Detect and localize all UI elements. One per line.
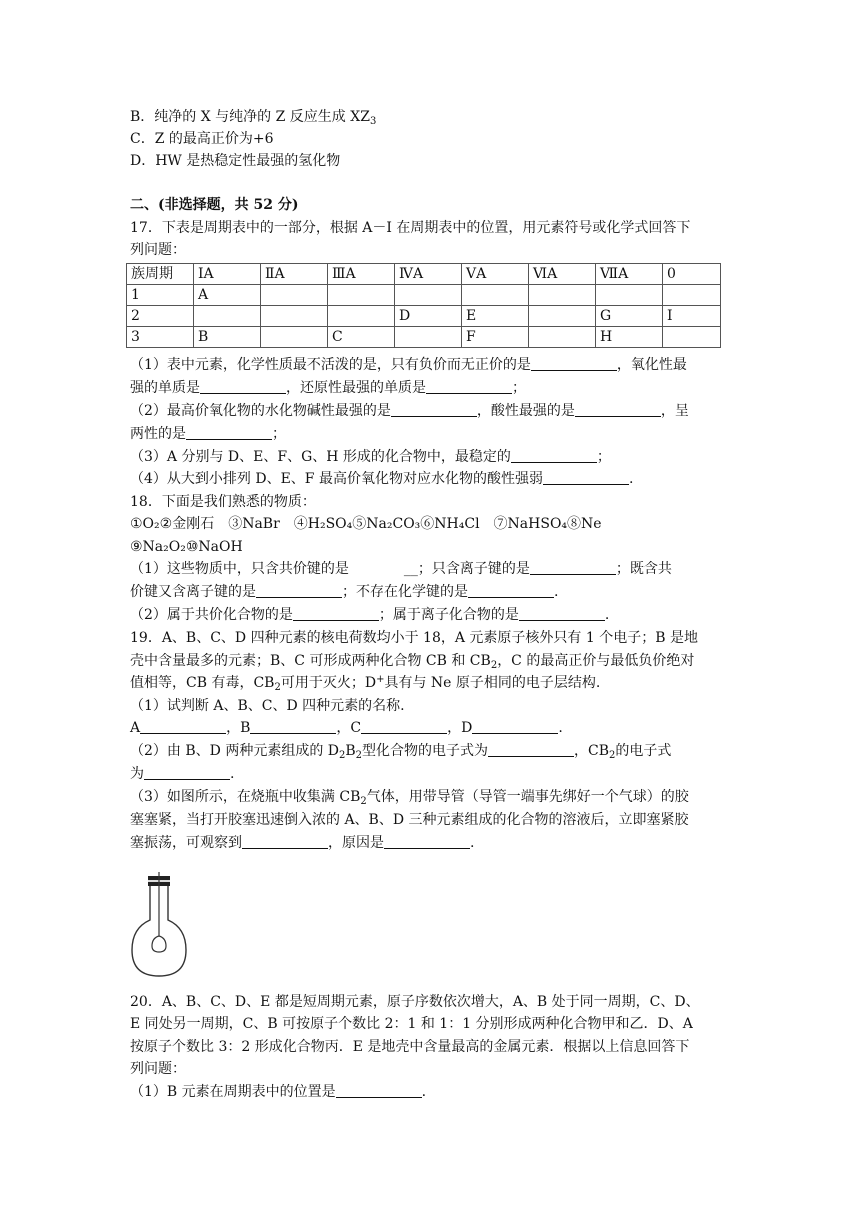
table-cell [529, 285, 596, 306]
table-cell [328, 306, 395, 327]
q17-part1-line2 [130, 378, 724, 398]
q20-stem-line2: E 同处另一周期，C、B 可按原子个数比 2：1 和 1：1 分别形成两种化合物甲和乙．D、A [130, 1016, 693, 1032]
answer-blank[interactable] [361, 719, 447, 734]
text: ；不存在化学键的是 [342, 584, 468, 600]
answer-blank[interactable] [530, 560, 616, 575]
q18-part2 [130, 605, 724, 625]
q19-stem-line3: 值相等，CB 有毒，$CB_2$可用于灭火；D+具有与 Ne 原子相同的电子层结构. [130, 674, 601, 693]
table-row [127, 327, 721, 348]
q17-stem-line1: 17．下表是周期表中的一部分，根据 A－I 在周期表中的位置，用元素符号或化学式回答下 [130, 220, 691, 236]
text: ； [596, 449, 611, 465]
text: ，C [336, 720, 362, 736]
option-c: C．Z 的最高正价为+6 [130, 131, 274, 147]
table-header-cell: 族周期 [127, 264, 194, 285]
table-cell [596, 285, 663, 306]
text: ，C 的最高正价与最低负价绝对 [497, 653, 695, 669]
q17-stem-line2: 列问题： [130, 242, 186, 258]
q17-part2-line2 [130, 424, 724, 444]
answer-blank[interactable] [543, 470, 629, 485]
section-title: 二、(非选择题，共 52 分) [130, 197, 299, 213]
text: ，还原性最强的单质是 [286, 380, 426, 396]
text: . [628, 471, 634, 487]
text: 具有与 Ne 原子相同的电子层结构. [384, 675, 601, 691]
option-d: D．HW 是热稳定性最强的氢化物 [130, 153, 341, 169]
text: 值相等，CB 有毒，CB [130, 675, 275, 691]
answer-blank[interactable] [488, 742, 574, 757]
answer-blank[interactable] [472, 719, 558, 734]
answer-blank[interactable] [426, 379, 512, 394]
q20-stem-line1: 20．A、B、C、D、E 都是短周期元素，原子序数依次增大，A、B 处于同一周期，C、D、 [130, 994, 700, 1010]
table-cell [529, 306, 596, 327]
q19-part3-line3 [130, 833, 724, 853]
text: A [130, 720, 141, 736]
table-header-cell: ⅦA [596, 264, 663, 285]
q19-part1-answers [130, 718, 724, 738]
balloon [152, 936, 166, 952]
text: B [345, 743, 356, 759]
table-header-cell: ⅡA [261, 264, 328, 285]
q18-part1-line2 [130, 582, 724, 602]
text: （3）A 分别与 D、E、F、G、H 形成的化合物中，最稳定的 [130, 449, 511, 465]
table-cell: F [462, 327, 529, 348]
table-header-cell: ⅤA [462, 264, 529, 285]
q19-part1: （1）试判断 A、B、C、D 四种元素的名称. [130, 698, 405, 714]
periodic-table [126, 263, 721, 348]
table-header-cell: ⅥA [529, 264, 596, 285]
answer-blank[interactable] [336, 1083, 422, 1098]
answer-blank[interactable] [242, 834, 328, 849]
q19-part3-line2: 塞塞紧，当打开胶塞迅速倒入浓的 A、B、D 三种元素组成的化合物的溶液后，立即塞紧胶 [130, 812, 689, 828]
text: （2）最高价氧化物的水化物碱性最强的是 [130, 403, 391, 419]
text: 塞振荡，可观察到 [130, 835, 242, 851]
q17-part2-line1 [130, 401, 724, 421]
answer-blank[interactable] [531, 356, 617, 371]
table-cell [663, 327, 721, 348]
q19-part2-line1: （2）由 B、D 两种元素组成的 $D_2B_2$型化合物的电子式为 ，$CB_2$的电子式 [130, 743, 672, 761]
table-cell [328, 285, 395, 306]
table-cell [395, 285, 462, 306]
table-cell [261, 306, 328, 327]
text: 的电子式 [615, 743, 672, 759]
text: . [558, 720, 563, 736]
table-header-row [127, 264, 721, 285]
option-b-text: B．纯净的 X 与纯净的 Z 反应生成 XZ [130, 109, 370, 125]
text: ；属于离子化合物的是 [378, 607, 519, 623]
q19-part3-line1: （3）如图所示，在烧瓶中收集满 $CB_2$气体，用带导管（导管一端事先绑好一个气球）的胶 [130, 789, 689, 807]
option-b [130, 107, 724, 127]
q17-part3 [130, 447, 724, 467]
answer-blank[interactable] [200, 379, 286, 394]
q19-stem-line1: 19．A、B、C、D 四种元素的核电荷数均小于 18，A 元素原子核外只有 1 个电子；B 是地 [130, 630, 698, 646]
table-cell: A [194, 285, 261, 306]
table-header-cell: ⅠA [194, 264, 261, 285]
table-header-cell: 0 [663, 264, 721, 285]
q18-part1-line1 [130, 559, 724, 579]
q18-substances-line1: ①O₂②金刚石 ③NaBr ④H₂SO₄⑤Na₂CO₃⑥NH₄Cl ⑦NaHSO₄⑧Ne [130, 516, 602, 532]
answer-blank[interactable] [144, 765, 230, 780]
text: （2）由 B、D 两种元素组成的 D [130, 743, 339, 759]
table-cell [462, 285, 529, 306]
answer-blank[interactable] [256, 583, 342, 598]
text: ；既含共 [615, 561, 672, 577]
text: （1）表中元素，化学性质最不活泼的是，只有负价而无正价的是 [130, 357, 531, 373]
table-cell: H [596, 327, 663, 348]
table-cell: G [596, 306, 663, 327]
table-cell: E [462, 306, 529, 327]
text: . [554, 584, 559, 600]
table-header-cell: ⅣA [395, 264, 462, 285]
table-cell [395, 327, 462, 348]
table-row [127, 306, 721, 327]
table-cell: I [663, 306, 721, 327]
q18-substances-line2: ⑨Na₂O₂⑩NaOH [130, 539, 243, 555]
text: ，氧化性最 [616, 357, 687, 373]
text: 强的单质是 [130, 380, 200, 396]
q19-part2-line2 [130, 764, 724, 784]
answer-blank[interactable] [468, 583, 554, 598]
table-header-cell: ⅢA [328, 264, 395, 285]
answer-blank[interactable] [186, 425, 272, 440]
text: ； [512, 380, 526, 396]
text: ，D [447, 720, 473, 736]
text: （3）如图所示，在烧瓶中收集满 CB [130, 789, 361, 805]
text: . [604, 607, 610, 623]
table-cell [261, 285, 328, 306]
answer-blank[interactable] [391, 402, 477, 417]
text: ，B [226, 720, 251, 736]
text: 价键又含离子键的是 [130, 584, 256, 600]
table-cell [194, 306, 261, 327]
table-row [127, 285, 721, 306]
table-cell: D [395, 306, 462, 327]
text: 可用于灭火；D [280, 675, 377, 691]
text: . [230, 766, 235, 782]
text: 气体，用带导管（导管一端事先绑好一个气球）的胶 [366, 789, 689, 805]
q20-stem-line4: 列问题： [130, 1061, 186, 1077]
text: 壳中含量最多的元素；B、C 可形成两种化合物 CB 和 CB [130, 653, 491, 669]
answer-blank[interactable] [519, 606, 605, 621]
flask-diagram [128, 858, 188, 980]
text: . [421, 1084, 427, 1100]
text: （1）B 元素在周期表中的位置是 [130, 1084, 336, 1100]
text: （1）这些物质中，只含共价键的是 [130, 561, 349, 577]
q17-part1-line1 [130, 355, 724, 375]
table-cell: C [328, 327, 395, 348]
table-cell: 2 [127, 306, 194, 327]
table-cell: 3 [127, 327, 194, 348]
table-cell [261, 327, 328, 348]
answer-blank[interactable] [349, 561, 404, 575]
q20-part1 [130, 1082, 724, 1102]
answer-blank[interactable] [140, 719, 226, 734]
table-cell: B [194, 327, 261, 348]
subscript: 3 [369, 116, 377, 127]
text: __；只含离子键的是 [403, 561, 530, 577]
q18-stem: 18．下面是我们熟悉的物质： [130, 494, 316, 510]
text: . [470, 835, 475, 851]
answer-blank[interactable] [384, 834, 470, 849]
q17-part4 [130, 469, 724, 489]
text: ，呈 [660, 403, 689, 419]
text: ，原因是 [328, 835, 384, 851]
table-cell [663, 285, 721, 306]
answer-blank[interactable] [293, 606, 379, 621]
text: 为 [130, 766, 144, 782]
text: 型化合物的电子式为 [362, 743, 489, 759]
text: ，CB [574, 743, 610, 759]
text: （2）属于共价化合物的是 [130, 607, 293, 623]
answer-blank[interactable] [575, 402, 661, 417]
text: 两性的是 [130, 426, 186, 442]
text: （4）从大到小排列 D、E、F 最高价氧化物对应水化物的酸性强弱 [130, 471, 543, 487]
table-cell: 1 [127, 285, 194, 306]
text: ，酸性最强的是 [476, 403, 575, 419]
q20-stem-line3: 按原子个数比 3：2 形成化合物丙．E 是地壳中含量最高的金属元素．根据以上信息回答下 [130, 1039, 690, 1055]
text: ； [272, 426, 286, 442]
q19-stem-line2: 壳中含量最多的元素；B、C 可形成两种化合物 CB 和 $CB_2$，C 的最高正价与最低负价绝对 [130, 653, 695, 671]
answer-blank[interactable] [511, 448, 597, 463]
table-cell [529, 327, 596, 348]
answer-blank[interactable] [250, 719, 336, 734]
